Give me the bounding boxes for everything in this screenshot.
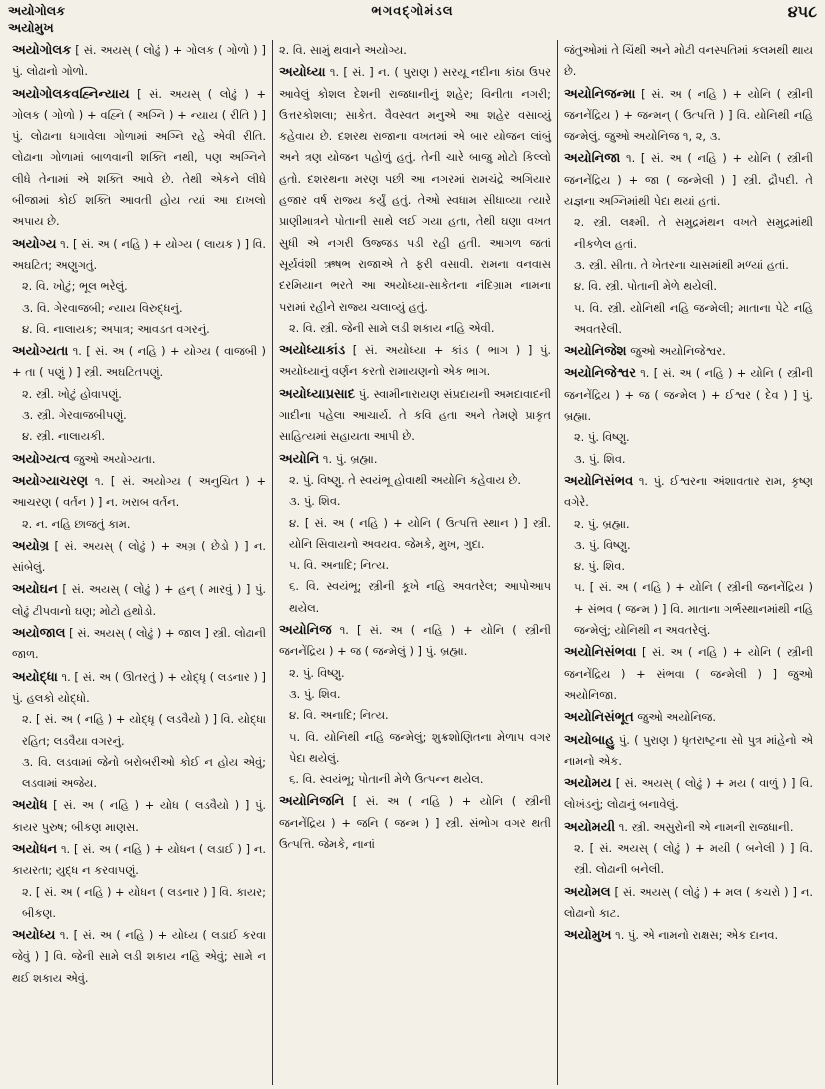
entry-sense [279,620,551,663]
dictionary-entry [12,234,266,340]
sense-text: ૨. વિ. ખોટું; ભૂલ ભરેલું. [22,279,128,294]
headword: અયોનિસંભૂત [564,710,634,726]
entry-sense [279,491,551,512]
dictionary-entry [12,623,266,666]
headword: અયોગ્યાચરણ [12,473,89,489]
dictionary-entry [12,667,266,795]
column-1 [6,40,272,1085]
entry-sense [564,298,813,341]
entry-sense [564,427,813,448]
entry-sense [564,642,813,706]
sense-text: ૧. [ સં. ] ન. ( પુરાણ ) સરયૂ નદીના કાંઠા ઉપર આવેલું કોશલ દેશની રાજધાનીનું શહેર; વિનીતા નગરી; ઉત્તરકોશલા; સાકેત. વૈવસ્વત મનુએ આ શહેર વસાવ્યું કહેવાય છે. દશરથ રાજાના વખતમાં એ બાર યોજન લાંબું અને ત્રણ યોજન પહોળું હતું. તેની ચારે બાજુ મોટો કિલ્લો હતો. દશરથના મરણ પછી આ નગરમાં રામચંદ્રે અગિયાર હજાર વર્ષ રાજ્ય કર્યું હતું. તેઓ સ્વધામ સીધાવ્યા ત્યારે પ્રાણીમાત્રને પોતાની સાથે લઈ ગયા હતા, તેથી ઘણા વખત સુધી એ નગરી ઉજ્જડ પડી રહી હતી. આગળ જતાં સૂર્યવંશી ઋષભ રાજાએ તે ફરી વસાવી. રામના વનવાસ દરમિયાન ભરતે આ અયોધ્યા-સાકેતના નંદિગ્રામ નામના પરામાં રહીને રાજ્ય ચલાવ્યું હતું. [279,65,551,314]
entry-sense [564,577,813,641]
dictionary-columns [6,40,819,1085]
entry-sense [564,838,813,881]
sense-text: જંતુઓમાં તે ચિંથી અને મોટી વનસ્પતિમાં કલમથી થાય છે. [564,43,813,79]
sense-text: ૨. વિ. સ્ત્રી. જેની સામે લડી શકાય નહિ એવી. [289,320,495,335]
sense-text: [ સં. અયસ્ ( લોઢું ) + ગોલક ( ગોળો ) ] પું. લોઢાનો ગોળો. [12,43,266,79]
entry-sense [12,405,266,426]
entry-sense [564,255,813,276]
sense-text: ૧. [ સં. અ ( નહિ ) + યોનિ ( સ્ત્રીની જનનેંદ્રિય ) + જ ( જન્મેલ ) + ઈશ્વર ( દેવ ) ] પું. બ્રહ્મા. [564,366,813,424]
sense-text: ૩. પું. શિવ. [289,494,341,509]
entry-sense [279,663,551,684]
dictionary-entry [564,882,813,925]
page-header [8,2,817,38]
dictionary-entry [12,341,266,447]
entry-sense [12,40,266,83]
entry-sense [12,667,266,710]
headword: અયોઘન [12,582,58,598]
headword: અયોનિજેશ [564,344,627,360]
sense-text: ૪. વિ. નાલાયક; અપાત્ર; આવડત વગરનું. [22,321,210,336]
entry-sense [279,684,551,705]
headword: અયોનિસંભવા [564,645,637,661]
sense-text: ૧. [ સં. અ ( નહિ ) + યોનિ ( સ્ત્રીની જનનેંદ્રિય ) + જા ( જન્મેલી ) ] સ્ત્રી. દ્રૌપદી. તે યજ્ઞના અગ્નિમાંથી પેદા થયાં હતાં. [564,151,813,209]
sense-text: ૫. વિ. સ્ત્રી. યોનિથી નહિ જન્મેલી; માતાના પેટે નહિ અવતરેલી. [574,300,813,336]
guide-word-first: અયોગોલક [8,3,66,18]
sense-text: ૫. વિ. અનાદિ; નિત્ય. [289,558,390,573]
sense-text: [ સં. અ ( નહિ ) + યોનિ ( સ્ત્રીની જનનેંદ્રિય ) + જન્મન્ ( ઉત્પત્તિ ) ] વિ. યોનિથી નહિ જન્મેલું. જુઓ અયોનિજ ૧, ૨, ૩. [564,86,814,144]
entry-sense [12,319,266,340]
sense-text: ૩. પું. વિષ્ણુ. [574,537,631,552]
entry-sense [12,84,266,233]
headword: અયોનિજા [564,151,621,167]
entry-sense [12,752,266,795]
entry-sense [279,384,551,448]
sense-text: ૩. પું. શિવ. [574,451,626,466]
sense-text: ૪. વિ. સ્ત્રી. પોતાની મેળે થયેલી. [574,279,717,294]
entry-sense [12,536,266,579]
entry-sense [12,623,266,666]
headword: અયોધ્યાપ્રસાદ [279,386,356,402]
entry-sense [279,727,551,770]
entry-sense [279,62,551,318]
headword: અયોધ્ય [12,928,56,944]
sense-text: ૧. સ્ત્રી. અસુરોની એ નામની રાજધાની. [618,819,794,834]
dictionary-entry [12,471,266,535]
entry-sense [564,148,813,212]
entry-sense [564,817,813,838]
dictionary-entry [279,340,551,383]
dictionary-entry [12,536,266,579]
entry-sense [564,556,813,577]
entry-sense [12,298,266,319]
entry-sense [279,449,551,470]
headword: અયોનિજેશ્વર [564,366,636,382]
sense-text: જુઓ અયોનિજેશ્વર. [630,344,726,359]
entry-sense [279,769,551,790]
entry-sense [564,84,813,148]
entry-sense [12,882,266,925]
headword: અયોમુખ [564,928,612,944]
sense-text: ૫. વિ. યોનિથી નહિ જન્મેલું; શુક્રશોણિતના મેળાપ વગર પેદા થયેલું. [289,729,551,765]
sense-text: ૨. પું. બ્રહ્મા. [574,516,630,531]
sense-text: ૧. પું. એ નામનો રાક્ષસ; એક દાનવ. [615,928,779,943]
headword: અયોધન [12,841,58,857]
sense-text: જુઓ અયોનિજ. [637,710,716,725]
entry-sense [12,234,266,277]
sense-text: ૨. પું. વિષ્ણુ. [289,665,345,680]
entry-sense [12,514,266,535]
entry-sense [279,576,551,619]
guide-word-last: અયોમુખ [8,20,54,35]
sense-text: [ સં. અ ( નહિ ) + યોનિ ( સ્ત્રીની જનનેંદ્રિય ) + જનિ ( જન્મ ) ] સ્ત્રી. સંભોગ વગર થતી ઉત્પત્તિ. જેમકે, નાનાં [279,794,551,851]
sense-text: ૩. પું. શિવ. [289,686,341,701]
sense-text: ૩. વિ. ગેરવાજબી; ન્યાય વિરુદ્ધનું. [22,300,183,315]
dictionary-entry [564,642,813,706]
dictionary-entry [564,363,813,469]
entry-sense [564,341,813,362]
entry-sense [12,709,266,752]
entry-sense [12,276,266,297]
entry-sense [564,449,813,470]
sense-text: ૬. વિ. સ્વયંભૂ; સ્ત્રીની કૂખે નહિ અવતરેલ; આપોઆપ થયેલ. [289,579,551,615]
entry-sense [12,795,266,838]
entry-sense [564,925,813,946]
sense-text: ૨. [ સં. અયસ્ ( લોઢું ) + મયી ( બનેલી ) ] વિ. સ્ત્રી. લોઢાની બનેલી. [574,840,813,877]
sense-text: ૧. [ સં. અ ( નહિ ) + યોધ્ય ( લડાઈ કરવા જેવું ) ] વિ. જેની સામે લડી શકાય નહિ એવું; સામે ન થઈ શકાય એવું. [12,928,266,985]
headword: અયોગ્યત્વ [12,451,71,467]
dictionary-entry [279,791,551,855]
dictionary-entry [564,471,813,641]
headword: અયોનિસંભવ [564,473,634,489]
sense-text: ૧. [ સં. અ ( ઊતરતું ) + યોદ્ધૃ ( લડનાર ) ] પું. હલકો યોદ્ધો. [12,669,266,705]
dictionary-entry [564,730,813,773]
entry-sense [564,276,813,297]
sense-text: ૧. [ સં. અ ( નહિ ) + યોગ્ય ( લાયક ) ] વિ. અઘટિત; અણુગતું. [12,236,267,272]
entry-sense [564,535,813,556]
sense-text: [ સં. અયસ્ ( લોઢું ) + અગ્ર ( છેડો ) ] ન. સાંબેલું. [12,538,266,575]
sense-text: ૪. સ્ત્રી. નાલાયકી. [22,429,105,444]
entry-continuation [279,40,551,61]
sense-text: ૨. વિ. સામું થવાને અયોગ્ય. [279,43,407,57]
headword: અયોગોલકવહ્નિન્યાય [12,86,130,102]
headword: અયોનિજનિ [279,794,345,810]
entry-sense [279,40,551,61]
sense-text: [ સં. અયસ્ ( લોઢું ) + મલ ( કચરો ) ] ન. લોઢાનો કાટ. [564,884,813,920]
entry-sense [279,470,551,491]
entry-sense [564,882,813,925]
sense-text: ૫. [ સં. અ ( નહિ ) + યોનિ ( સ્ત્રીની જનનેંદ્રિય ) + સંભવ ( જન્મ ) ] વિ. માતાના ગર્ભસ્થાનમાંથી નહિ જન્મેલું; યોનિથી ન અવતરેલું. [574,580,813,638]
sense-text: ૨. ન. નહિ છાજતું કામ. [22,516,131,531]
dictionary-entry [279,384,551,448]
sense-text: [ સં. અ ( નહિ ) + યોનિ ( સ્ત્રીની જનનેંદ્રિય ) + સંભવા ( જન્મેલી ) ] જુઓ અયોનિજા. [564,645,813,702]
entry-sense [564,730,813,773]
headword: અયોનિ [279,451,320,467]
headword: અયોગોલક [12,43,72,58]
headword: અયોદ્ધા [12,669,58,685]
sense-text: [ સં. અયસ્ ( લોઢું ) + મય ( વાળું ) ] વિ. લોખંડનું; લોઢાનું બનાવેલું. [564,776,813,812]
sense-text: ૧. પું. બ્રહ્મા. [322,451,378,466]
sense-text: પું. સ્વામીનારાયણ સંપ્રદાયની અમદાવાદની ગાદીના પહેલા આચાર્ય. તે કવિ હતા અને તેમણે પ્રાકૃત સાહિત્યમાં સહાયતા આપી છે. [279,386,551,444]
headword: અયોજાલ [12,626,66,642]
entry-sense [564,773,813,816]
dictionary-entry [564,148,813,340]
headword: અયોનિજ [279,623,332,639]
dictionary-entry [12,84,266,233]
column-2 [272,40,557,1085]
dictionary-entry [12,839,266,924]
entry-sense [279,791,551,855]
headword: અયોગ્ય [12,236,57,252]
entry-sense [279,340,551,383]
headword: અયોમલ [564,884,611,900]
sense-text: ૨. સ્ત્રી. લક્ષ્મી. તે સમુદ્રમંથન વખતે સમુદ્રમાંથી નીકળેલ હતાં. [574,215,813,251]
entry-sense [12,579,266,622]
entry-sense [12,384,266,405]
entry-continuation [564,40,813,83]
sense-text: [ સં. અયસ્ ( લોઢું ) + ગોલક ( ગોળો ) + વહ્નિ ( અગ્નિ ) + ન્યાય ( રીતિ ) ] પું. લોઢાના ધગાવેલા ગોળામાં અગ્નિ રહે એવી રીતિ. લોઢાના ગોળામાં બાળવાની શક્તિ નથી, પણ અગ્નિને લીધે તેનામાં એ શક્તિ આવે છે. તેથી એકને લીધે બીજામાં કોઈ શક્તિ આવતી હોય ત્યાં આ દાખલો અપાય છે. [12,86,267,229]
dictionary-entry [564,707,813,728]
headword: અયોમય [564,776,612,792]
sense-text: જુઓ અયોગ્યતા. [73,451,156,466]
book-title: ભગવદ્ગોમંડલ [371,4,454,19]
headword: અયોનિજન્મા [564,86,636,102]
entry-sense [12,471,266,514]
sense-text: ૩. સ્ત્રી. સીતા. તે ખેતરના ચાસમાંથી મળ્યાં હતાં. [574,257,789,272]
entry-sense [564,212,813,255]
sense-text: ૨. [ સં. અ ( નહિ ) + યોધન ( લડનાર ) ] વિ. કાયર; બીકણ. [22,884,266,920]
sense-text: પું. ( પુરાણ ) ધૃતરાષ્ટ્રના સો પુત્ર માંહેનો એ નામનો એક. [564,732,813,768]
entry-sense [564,707,813,728]
entry-sense [279,318,551,339]
dictionary-entry [279,449,551,619]
dictionary-entry [564,84,813,148]
entry-sense [12,341,266,384]
entry-sense [12,925,266,989]
dictionary-entry [564,925,813,946]
sense-text: ૨. સ્ત્રી. ખોટું હોવાપણું. [22,386,122,401]
sense-text: ૨. [ સં. અ ( નહિ ) + યોદ્ધૃ ( લડવૈયો ) ] વિ. યોદ્ધા રહિત; લડવૈયા વગરનું. [22,712,266,748]
sense-text: ૪. વિ. અનાદિ; નિત્ય. [289,708,389,723]
sense-text: ૧. [ સં. અ ( નહિ ) + યોગ્ય ( વાજબી ) + તા ( પણું ) ] સ્ત્રી. અઘટિતપણું. [12,344,266,380]
dictionary-entry [12,579,266,622]
sense-text: ૧. [ સં. અયોગ્ય ( અનુચિત ) + આચરણ ( વર્તન ) ] ન. ખરાબ વર્તન. [12,473,266,510]
entry-sense [279,555,551,576]
sense-text: [ સં. અયસ્ ( લોઢું ) + હન્ ( મારવું ) ] પું. લોઢું ટીપવાનો ઘણ; મોટો હથોડો. [12,582,266,618]
dictionary-entry [12,449,266,470]
sense-text: [ સં. અયસ્ ( લોઢું ) + જાલ ] સ્ત્રી. લોઢાની જાળ. [12,626,266,662]
dictionary-entry [564,773,813,816]
dictionary-entry [279,62,551,339]
dictionary-entry [564,817,813,881]
entry-sense [564,514,813,535]
sense-text: ૬. વિ. સ્વયંભૂ; પોતાની મેળે ઉત્પન્ન થયેલ. [289,772,484,787]
sense-text: ૧. [ સં. અ ( નહિ ) + યોધન ( લડાઈ ) ] ન. કાયરતા; યુદ્ધ ન કરવાપણું. [12,841,267,878]
headword: અયોધ [12,798,48,814]
sense-text: ૨. પું. વિષ્ણુ. [574,430,630,445]
sense-text: ૧. પું. ઈશ્વરના અંશાવતાર રામ, કૃષ્ણ વગેરે. [564,473,813,510]
headword: અયોધ્યા [279,65,326,81]
sense-text: ૧. [ સં. અ ( નહિ ) + યોનિ ( સ્ત્રીની જનનેંદ્રિય ) + જ ( જન્મેલું ) ] પું. બ્રહ્મા. [279,623,551,659]
sense-text: ૨. પું. વિષ્ણુ. તે સ્વયંભૂ હોવાથી અયોનિ કહેવાય છે. [289,472,521,487]
entry-sense [279,705,551,726]
headword: અયોમયી [564,819,616,835]
headword: અયોબાહુ [564,732,615,748]
dictionary-entry [12,40,266,83]
dictionary-entry [279,620,551,790]
sense-text: ૩. વિ. લડવામાં જેનો બરોબરીઓ કોઈ ન હોય એવું; લડવામાં અજેય. [22,754,266,791]
dictionary-entry [12,925,266,989]
sense-text: ૪. [ સં. અ ( નહિ ) + યોનિ ( ઉત્પત્તિ સ્થાન ) ] સ્ત્રી. યોનિ સિવાયનો અવયવ. જેમકે, મુખ, ગુદા. [289,515,551,551]
sense-text: [ સં. અ ( નહિ ) + યોધ ( લડવૈયો ) ] પું. કાયર પુરુષ; બીકણ માણસ. [12,798,267,834]
column-3 [557,40,819,1085]
headword: અયોગ્ર [12,538,50,554]
entry-sense [564,471,813,514]
entry-sense [564,363,813,427]
sense-text: ૩. સ્ત્રી. ગેરવાજબીપણું. [22,408,127,423]
entry-sense [564,40,813,83]
headword: અયોગ્યતા [12,344,69,360]
entry-sense [12,449,266,470]
dictionary-entry [564,341,813,362]
entry-sense [12,426,266,447]
sense-text: [ સં. અયોધ્યા + કાંડ ( ભાગ ) ] પું. અયોધ્યાનું વર્ણન કરતો રામાયણનો એક ભાગ. [279,343,551,379]
page-number: ૪૫૮ [787,2,817,21]
headword: અયોધ્યાકાંડ [279,343,346,359]
entry-sense [279,513,551,556]
dictionary-entry [12,795,266,838]
sense-text: ૪. પું. શિવ. [574,559,626,574]
entry-sense [12,839,266,882]
